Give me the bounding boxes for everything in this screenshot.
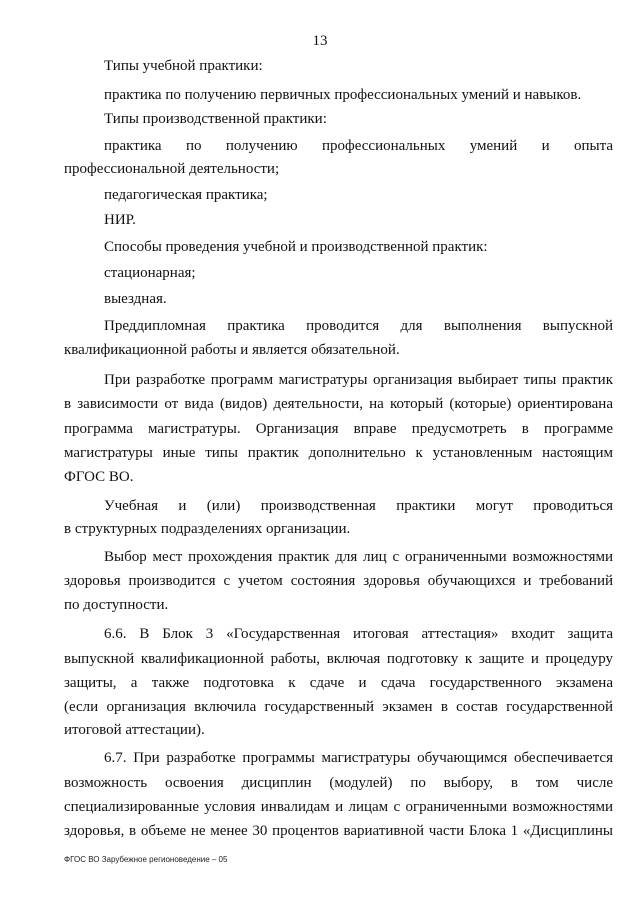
text-line: магистратуры иные типы практик дополнительно к установленным настоящим xyxy=(64,445,613,461)
text-line: Типы учебной практики: xyxy=(104,58,263,74)
text-line: Учебная и (или) производственная практики могут проводиться xyxy=(104,498,613,514)
text-line: выпускной квалификационной работы, включая подготовку к защите и процедуру xyxy=(64,651,613,667)
text-line: Преддипломная практика проводится для выполнения выпускной xyxy=(104,318,613,334)
text-line: стационарная; xyxy=(104,265,196,281)
text-line: специализированные условия инвалидам и лицам с ограниченными возможностями xyxy=(64,799,613,815)
text-line: практика по получению профессиональных умений и опыта xyxy=(104,138,613,154)
text-line: При разработке программ магистратуры организация выбирает типы практик xyxy=(104,372,613,388)
text-line: НИР. xyxy=(104,212,136,228)
text-line: Выбор мест прохождения практик для лиц с ограниченными возможностями xyxy=(104,549,613,565)
text-line: в зависимости от вида (видов) деятельности, на который (которые) ориентирована xyxy=(64,396,613,412)
text-line: Типы производственной практики: xyxy=(104,111,327,127)
text-line: практика по получению первичных профессиональных умений и навыков. xyxy=(104,87,582,103)
text-line: квалификационной работы и является обязательной. xyxy=(64,342,400,358)
text-line: по доступности. xyxy=(64,597,169,613)
text-line: защиты, а также подготовка к сдаче и сдача государственного экзамена xyxy=(64,675,613,691)
page-number: 13 xyxy=(312,33,328,49)
page-footer: ФГОС ВО Зарубежное регионоведение – 05 xyxy=(64,855,228,864)
text-line: возможность освоения дисциплин (модулей) по выбору, в том числе xyxy=(64,775,613,791)
text-line: итоговой аттестации). xyxy=(64,722,205,738)
text-line: Способы проведения учебной и производственной практик: xyxy=(104,239,488,255)
text-line: здоровья производится с учетом состояния здоровья обучающихся и требований xyxy=(64,573,613,589)
text-line: ФГОС ВО. xyxy=(64,469,134,485)
text-line: здоровья, в объеме не менее 30 процентов вариативной части Блока 1 «Дисциплины xyxy=(64,823,613,839)
text-line: программа магистратуры. Организация вправе предусмотреть в программе xyxy=(64,421,613,437)
text-line: 6.7. При разработке программы магистратуры обучающимся обеспечивается xyxy=(104,750,613,766)
text-line: (если организация включила государственный экзамен в состав государственной xyxy=(64,699,613,715)
text-line: в структурных подразделениях организации. xyxy=(64,521,351,537)
text-line: профессиональной деятельности; xyxy=(64,161,280,177)
text-line: педагогическая практика; xyxy=(104,187,268,203)
text-line: выездная. xyxy=(104,291,167,307)
text-line: 6.6. В Блок 3 «Государственная итоговая аттестация» входит защита xyxy=(104,626,613,642)
